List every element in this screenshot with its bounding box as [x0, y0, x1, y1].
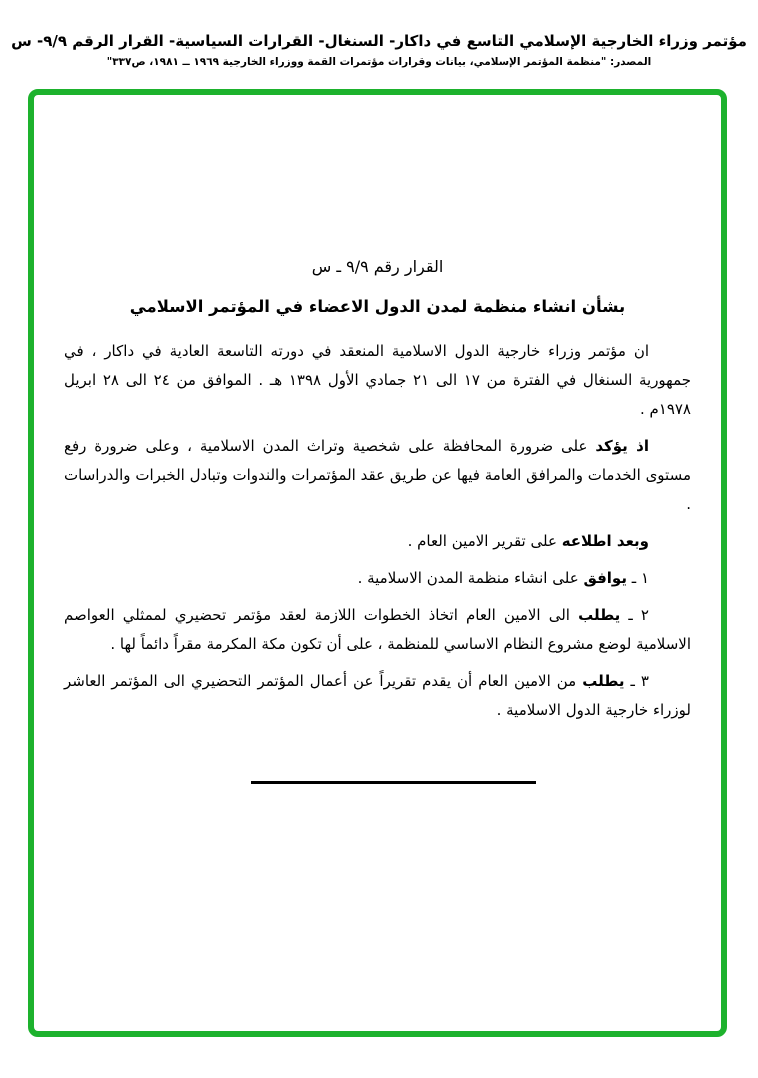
operative-item-1	[64, 564, 691, 593]
resolution-subject: بشأن انشاء منظمة لمدن الدول الاعضاء في المؤتمر الاسلامي	[129, 297, 626, 316]
preamble-paragraph-1-text: ان مؤتمر وزراء خارجية الدول الاسلامية المنعقد في دورته التاسعة العادية في داكار ، في جمهورية السنغال في الفترة من ١٧ الى ٢١ جمادي الأول ١٣٩٨ هـ . الموافق من ٢٤ الى ٢٨ ابريل ١٩٧٨م .	[64, 342, 692, 418]
preamble-paragraph-2-lead: اذ يؤكد	[595, 437, 649, 455]
operative-item-3-lead: يطلب	[582, 672, 625, 690]
preamble-paragraph-1	[64, 337, 691, 424]
preamble-paragraph-3-text: على تقرير الامين العام .	[407, 532, 557, 550]
preamble-paragraph-2-text: على ضرورة المحافظة على شخصية وتراث المدن الاسلامية ، وعلى ضرورة رفع مستوى الخدمات والمرافق العامة فيها عن طريق عقد المؤتمرات والندوات وتبادل الخبرات والدراسات .	[64, 437, 691, 513]
operative-item-2-lead: يطلب	[578, 606, 621, 624]
preamble-paragraph-3	[64, 527, 691, 556]
operative-item-1-text: على انشاء منظمة المدن الاسلامية .	[357, 569, 579, 587]
preamble-paragraph-2	[64, 432, 691, 519]
header-source-line: المصدر: "منظمة المؤتمر الإسلامي، بيانات وقرارات مؤتمرات القمة ووزراء الخارجية ١٩٦٩ ــ ١٩٨١، ص٣٣٧"	[106, 56, 652, 68]
preamble-paragraph-3-lead: وبعد اطلاعه	[561, 532, 649, 550]
operative-item-3	[64, 667, 691, 725]
operative-item-1-lead: يوافق	[583, 569, 627, 587]
operative-item-1-number: ١ ـ	[631, 569, 649, 587]
document-header	[0, 0, 758, 70]
resolution-frame	[28, 89, 727, 1037]
operative-item-3-number: ٣ ـ	[630, 672, 649, 690]
resolution-number: القرار رقم ٩/٩ ـ س	[311, 257, 444, 276]
separator-rule	[251, 781, 536, 784]
operative-item-3-text: من الامين العام أن يقدم تقريراً عن أعمال المؤتمر التحضيري الى المؤتمر العاشر لوزراء خارجية الدول الاسلامية .	[64, 672, 691, 719]
operative-item-2-text: الى الامين العام اتخاذ الخطوات اللازمة لعقد مؤتمر تحضيري لممثلي العواصم الاسلامية لوضع مشروع النظام الاساسي للمنظمة ، على أن تكون مكة المكرمة مقراً دائماً لها .	[64, 606, 691, 653]
operative-item-2-number: ٢ ـ	[628, 606, 649, 624]
header-title: مؤتمر وزراء الخارجية الإسلامي التاسع في داكار- السنغال- القرارات السياسية- القرار الرقم ٩/٩- س	[11, 32, 747, 50]
operative-item-2	[64, 601, 691, 659]
